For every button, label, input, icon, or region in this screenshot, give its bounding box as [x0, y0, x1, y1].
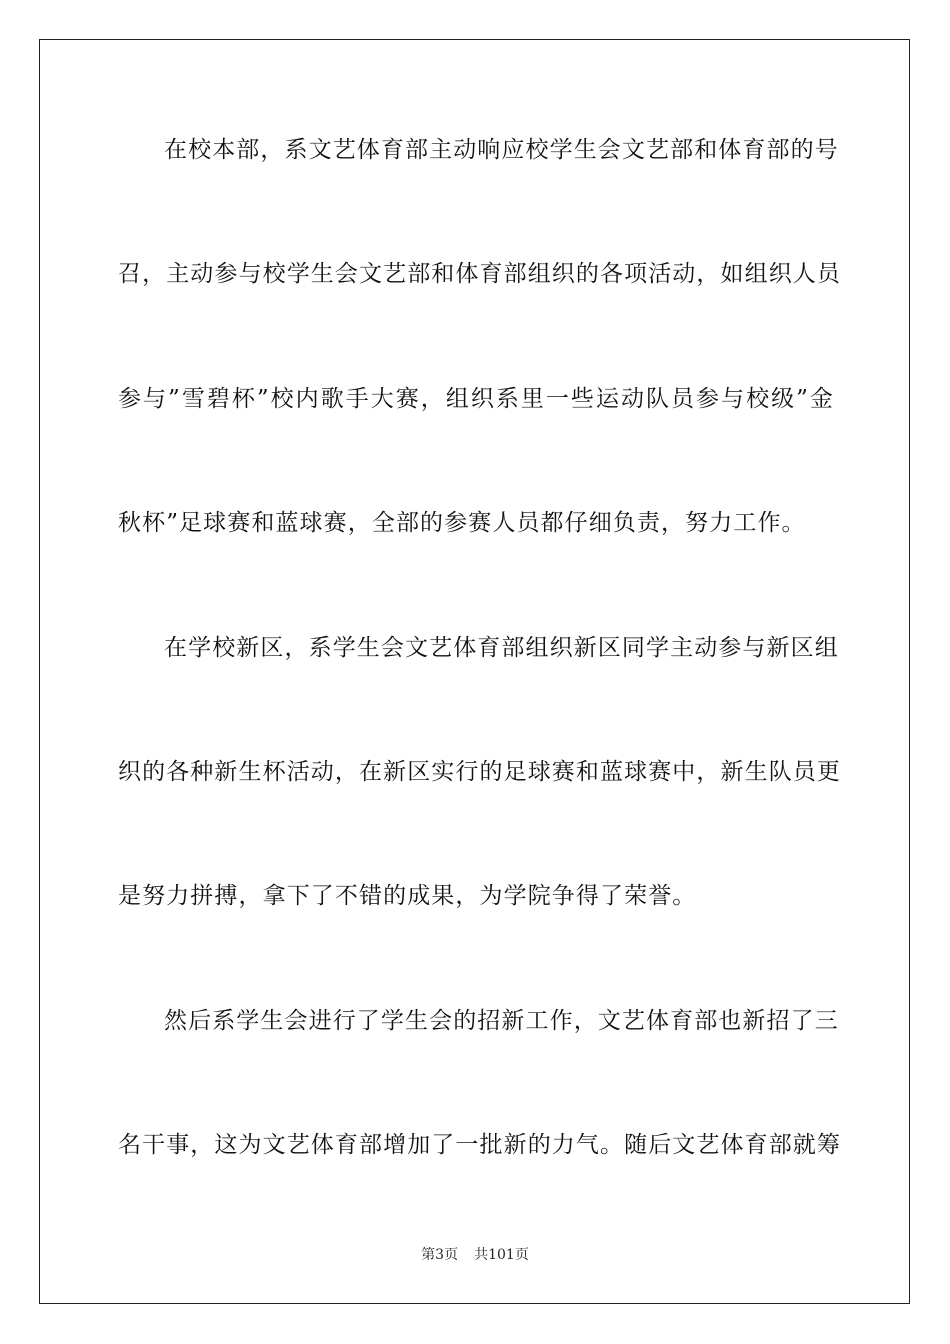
paragraph-3-line-1: 然后系学生会进行了学生会的招新工作，文艺体育部也新招了三	[164, 1008, 839, 1034]
paragraph-1-line-3: 参与”雪碧杯”校内歌手大赛，组织系里一些运动队员参与校级”金	[118, 386, 834, 412]
paragraph-1-line-4: 秋杯”足球赛和蓝球赛，全部的参赛人员都仔细负责，努力工作。	[118, 510, 806, 536]
page-border	[39, 39, 910, 1304]
paragraph-3-line-2: 名干事，这为文艺体育部增加了一批新的力气。随后文艺体育部就筹	[118, 1132, 841, 1158]
page-footer	[0, 1246, 950, 1264]
paragraph-2-line-2: 织的各种新生杯活动，在新区实行的足球赛和蓝球赛中，新生队员更	[118, 759, 841, 785]
paragraph-2-line-3: 是努力拼搏，拿下了不错的成果，为学院争得了荣誉。	[118, 883, 697, 909]
page-total: 共101页	[474, 1247, 529, 1263]
paragraph-1-line-1: 在校本部，系文艺体育部主动响应校学生会文艺部和体育部的号	[164, 137, 839, 163]
page-number: 第3页	[421, 1247, 459, 1263]
paragraph-1-line-2: 召，主动参与校学生会文艺部和体育部组织的各项活动，如组织人员	[118, 261, 841, 287]
paragraph-2-line-1: 在学校新区，系学生会文艺体育部组织新区同学主动参与新区组	[164, 635, 839, 661]
